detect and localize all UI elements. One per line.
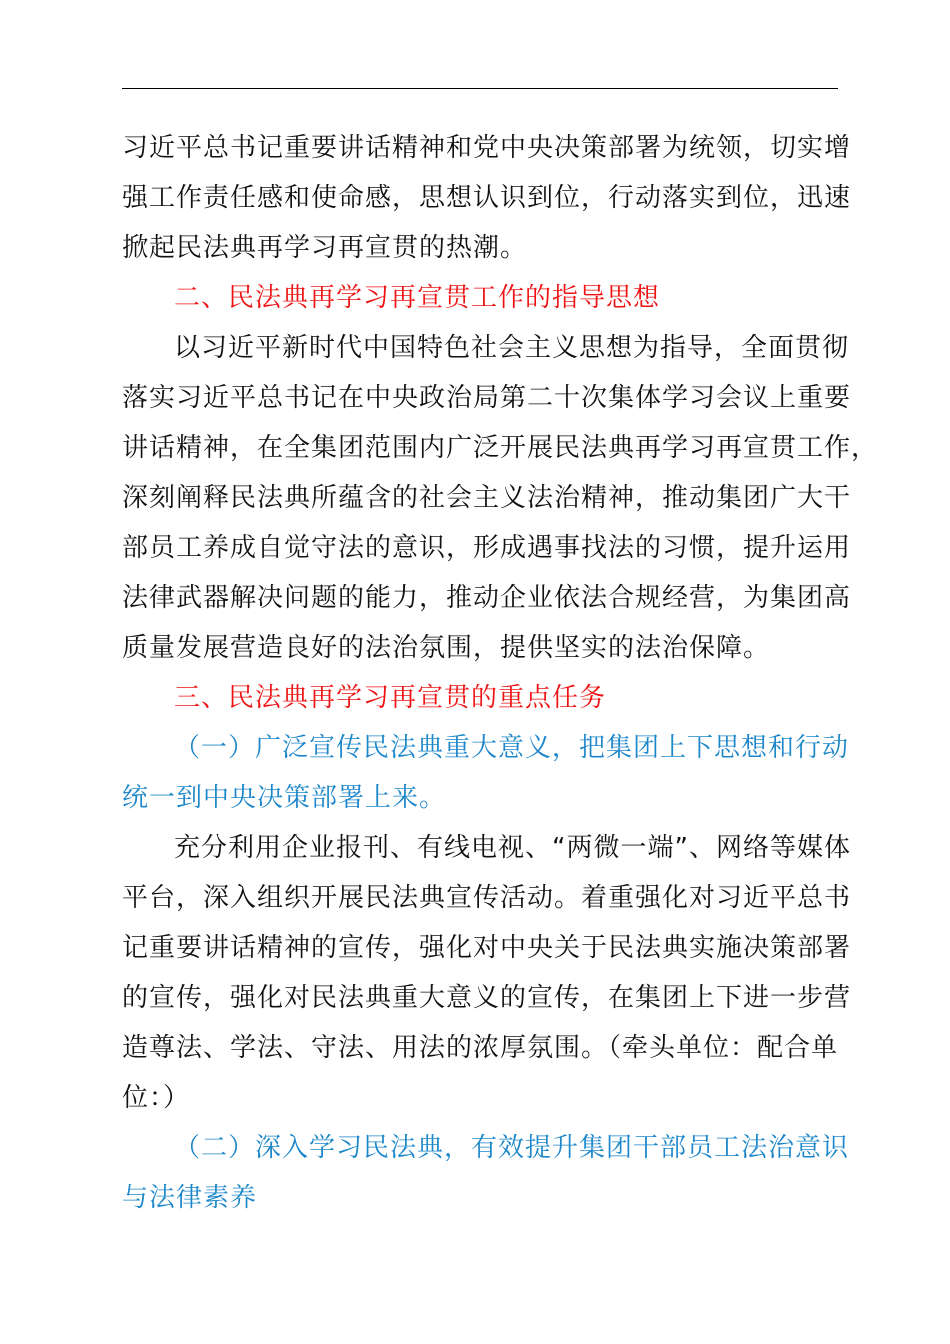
body-line: 充分利用企业报刊、有线电视、“两微一端”、网络等媒体 [174, 833, 851, 863]
body-line: 位：） [122, 1083, 191, 1113]
body-line: 强工作责任感和使命感，思想认识到位，行动落实到位，迅速 [122, 183, 852, 213]
body-line: 掀起民法典再学习再宣贯的热潮。 [122, 233, 528, 263]
header-rule [122, 88, 838, 89]
body-line: 以习近平新时代中国特色社会主义思想为指导，全面贯彻 [174, 333, 850, 363]
section-heading-3: 三、民法典再学习再宣贯的重点任务 [174, 683, 607, 713]
body-line: 部员工养成自觉守法的意识，形成遇事找法的习惯，提升运用 [122, 533, 852, 563]
body-line: 质量发展营造良好的法治氛围，提供坚实的法治保障。 [122, 633, 771, 663]
subsection-heading-2-cont: 与法律素养 [122, 1183, 258, 1213]
body-line: 讲话精神，在全集团范围内广泛开展民法典再学习再宣贯工作， [122, 433, 879, 463]
subsection-heading-1-cont: 统一到中央决策部署上来。 [122, 783, 447, 813]
subsection-heading-2: （二）深入学习民法典，有效提升集团干部员工法治意识 [174, 1133, 850, 1163]
body-line: 的宣传，强化对民法典重大意义的宣传，在集团上下进一步营 [122, 983, 852, 1013]
body-line: 记重要讲话精神的宣传，强化对中央关于民法典实施决策部署 [122, 933, 852, 963]
body-line: 造尊法、学法、守法、用法的浓厚氛围。（牵头单位：配合单 [122, 1033, 839, 1063]
subsection-heading-1: （一）广泛宣传民法典重大意义，把集团上下思想和行动 [174, 733, 850, 763]
body-line: 深刻阐释民法典所蕴含的社会主义法治精神，推动集团广大干 [122, 483, 852, 513]
section-heading-2: 二、民法典再学习再宣贯工作的指导思想 [174, 283, 661, 313]
body-line: 法律武器解决问题的能力，推动企业依法合规经营，为集团高 [122, 583, 852, 613]
body-line: 落实习近平总书记在中央政治局第二十次集体学习会议上重要 [122, 383, 852, 413]
body-line: 平台，深入组织开展民法典宣传活动。着重强化对习近平总书 [122, 883, 852, 913]
body-line: 习近平总书记重要讲话精神和党中央决策部署为统领，切实增 [122, 133, 852, 163]
